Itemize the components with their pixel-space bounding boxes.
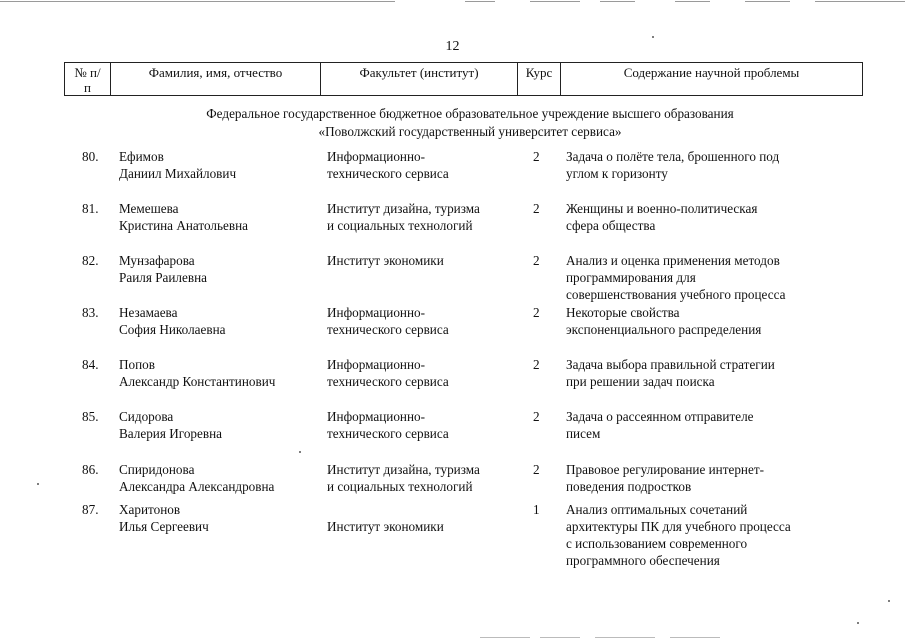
scan-speck xyxy=(652,36,654,38)
row-number-line: 84. xyxy=(82,357,99,372)
problem-description-line: Некоторые свойства xyxy=(566,305,680,320)
problem-description-line: Анализ оптимальных сочетаний xyxy=(566,502,748,517)
problem-description-line: архитектуры ПК для учебного процесса xyxy=(566,519,791,534)
faculty-name-line: технического сервиса xyxy=(327,426,449,441)
course-number-line: 2 xyxy=(533,305,540,320)
student-name-line: Харитонов xyxy=(119,502,181,517)
course-number-line: 2 xyxy=(533,357,540,372)
faculty-name-line xyxy=(327,269,527,286)
problem-description-line: Задача выбора правильной стратегии xyxy=(566,357,775,372)
course-number xyxy=(533,200,545,217)
course-number-line: 2 xyxy=(533,462,540,477)
scan-speck xyxy=(888,600,890,602)
course-number xyxy=(533,304,545,321)
student-name-line: Ефимов xyxy=(119,149,164,164)
course-number-line: 2 xyxy=(533,253,540,268)
row-number xyxy=(82,461,98,478)
row-number xyxy=(82,304,98,321)
student-name xyxy=(119,461,324,495)
student-name xyxy=(119,148,324,182)
scan-speck xyxy=(299,451,301,453)
course-number xyxy=(533,501,545,518)
faculty-name-line: Институт дизайна, туризма xyxy=(327,462,480,477)
student-name xyxy=(119,408,324,442)
faculty-name xyxy=(327,501,527,535)
problem-description-line: экспоненциального распределения xyxy=(566,322,762,337)
scan-edge-line xyxy=(0,1,395,2)
faculty-name-line: Институт экономики xyxy=(327,253,444,268)
faculty-name xyxy=(327,148,527,182)
student-name-line: Кристина Анатольевна xyxy=(119,218,249,233)
faculty-name-line: технического сервиса xyxy=(327,374,449,389)
institution-heading xyxy=(0,105,905,141)
student-name xyxy=(119,200,324,234)
problem-description xyxy=(566,501,841,569)
problem-description-line: писем xyxy=(566,426,601,441)
faculty-name-line: Информационно- xyxy=(327,149,426,164)
row-number-line: 87. xyxy=(82,502,99,517)
problem-description-line: углом к горизонту xyxy=(566,166,668,181)
scan-edge-line xyxy=(465,1,495,2)
row-number xyxy=(82,148,98,165)
problem-description-line: программирования для xyxy=(566,270,696,285)
problem-description-line: программного обеспечения xyxy=(566,553,720,568)
institution-line-1: Федеральное государственное бюджетное образовательное учреждение высшего образования xyxy=(206,106,734,121)
student-name-line: Мунзафарова xyxy=(119,253,195,268)
header-faculty: Факультет (институт) xyxy=(321,63,518,96)
faculty-name-line xyxy=(327,501,527,518)
student-name-line: Спиридонова xyxy=(119,462,195,477)
row-number-line: 85. xyxy=(82,409,99,424)
scan-edge-line xyxy=(480,637,530,638)
faculty-name-line: Информационно- xyxy=(327,305,426,320)
scan-edge-line xyxy=(815,1,905,2)
course-number xyxy=(533,148,545,165)
problem-description-line xyxy=(566,234,841,251)
student-name-line: Мемешева xyxy=(119,201,179,216)
faculty-name-line: технического сервиса xyxy=(327,322,449,337)
student-name xyxy=(119,252,324,286)
header-problem: Содержание научной проблемы xyxy=(561,63,863,96)
scan-edge-line xyxy=(675,1,710,2)
faculty-name xyxy=(327,304,527,338)
student-name-line: Раиля Раилевна xyxy=(119,270,208,285)
faculty-name-line: и социальных технологий xyxy=(327,218,473,233)
course-number xyxy=(533,252,545,269)
faculty-name-line: Институт экономики xyxy=(327,519,444,534)
student-name xyxy=(119,356,324,390)
problem-description-line: поведения подростков xyxy=(566,479,692,494)
row-number-line: 86. xyxy=(82,462,99,477)
problem-description-line: Задача о полёте тела, брошенного под xyxy=(566,149,780,164)
course-number-line: 1 xyxy=(533,502,540,517)
student-name xyxy=(119,304,324,338)
scan-edge-line xyxy=(670,637,720,638)
row-number xyxy=(82,408,98,425)
problem-description-line xyxy=(566,182,841,199)
student-name-line: Попов xyxy=(119,357,155,372)
problem-description-line: сфера общества xyxy=(566,218,656,233)
row-number xyxy=(82,200,98,217)
problem-description-line: Женщины и военно-политическая xyxy=(566,201,758,216)
faculty-name xyxy=(327,200,527,234)
scan-speck xyxy=(857,622,859,624)
faculty-name xyxy=(327,408,527,442)
faculty-name-line: Информационно- xyxy=(327,357,426,372)
faculty-name-line: Институт дизайна, туризма xyxy=(327,201,480,216)
faculty-name-line: и социальных технологий xyxy=(327,479,473,494)
problem-description-line xyxy=(566,442,841,459)
header-number: № п/п xyxy=(65,63,111,96)
table-header xyxy=(64,62,863,96)
problem-description-line: Правовое регулирование интернет- xyxy=(566,462,764,477)
scan-edge-line xyxy=(595,637,655,638)
student-name-line: Валерия Игоревна xyxy=(119,426,222,441)
student-name-line: Сидорова xyxy=(119,409,174,424)
row-number-line: 80. xyxy=(82,149,99,164)
course-number xyxy=(533,461,545,478)
student-name-line: Александр Константинович xyxy=(119,374,276,389)
row-number xyxy=(82,252,98,269)
scan-speck xyxy=(37,483,39,485)
course-number-line: 2 xyxy=(533,201,540,216)
student-name-line: Илья Сергеевич xyxy=(119,519,209,534)
scan-edge-line xyxy=(540,637,580,638)
faculty-name xyxy=(327,461,527,495)
scan-edge-line xyxy=(530,1,580,2)
course-number xyxy=(533,356,545,373)
course-number-line: 2 xyxy=(533,149,540,164)
faculty-name xyxy=(327,252,527,286)
problem-description-line xyxy=(566,338,841,355)
course-number xyxy=(533,408,545,425)
row-number-line: 81. xyxy=(82,201,99,216)
header-full-name: Фамилия, имя, отчество xyxy=(111,63,321,96)
institution-line-2: «Поволжский государственный университет сервиса» xyxy=(318,124,622,139)
row-number-line: 82. xyxy=(82,253,99,268)
student-name-line: Незамаева xyxy=(119,305,178,320)
course-number-line: 2 xyxy=(533,409,540,424)
student-name-line: София Николаевна xyxy=(119,322,226,337)
faculty-name xyxy=(327,356,527,390)
row-number xyxy=(82,356,98,373)
student-name-line: Даниил Михайлович xyxy=(119,166,237,181)
problem-description-line: Задача о рассеянном отправителе xyxy=(566,409,754,424)
faculty-name-line: Информационно- xyxy=(327,409,426,424)
faculty-name-line: технического сервиса xyxy=(327,166,449,181)
student-name-line: Александра Александровна xyxy=(119,479,275,494)
problem-description-line: совершенствования учебного процесса xyxy=(566,287,786,302)
problem-description-line: при решении задач поиска xyxy=(566,374,715,389)
problem-description-line: с использованием современного xyxy=(566,536,748,551)
page-number: 12 xyxy=(445,39,460,54)
scan-edge-line xyxy=(600,1,635,2)
problem-description-line xyxy=(566,390,841,407)
problem-description-line: Анализ и оценка применения методов xyxy=(566,253,780,268)
scan-edge-line xyxy=(745,1,790,2)
row-number xyxy=(82,501,98,518)
row-number-line: 83. xyxy=(82,305,99,320)
header-course: Курс xyxy=(518,63,561,96)
student-name xyxy=(119,501,324,535)
